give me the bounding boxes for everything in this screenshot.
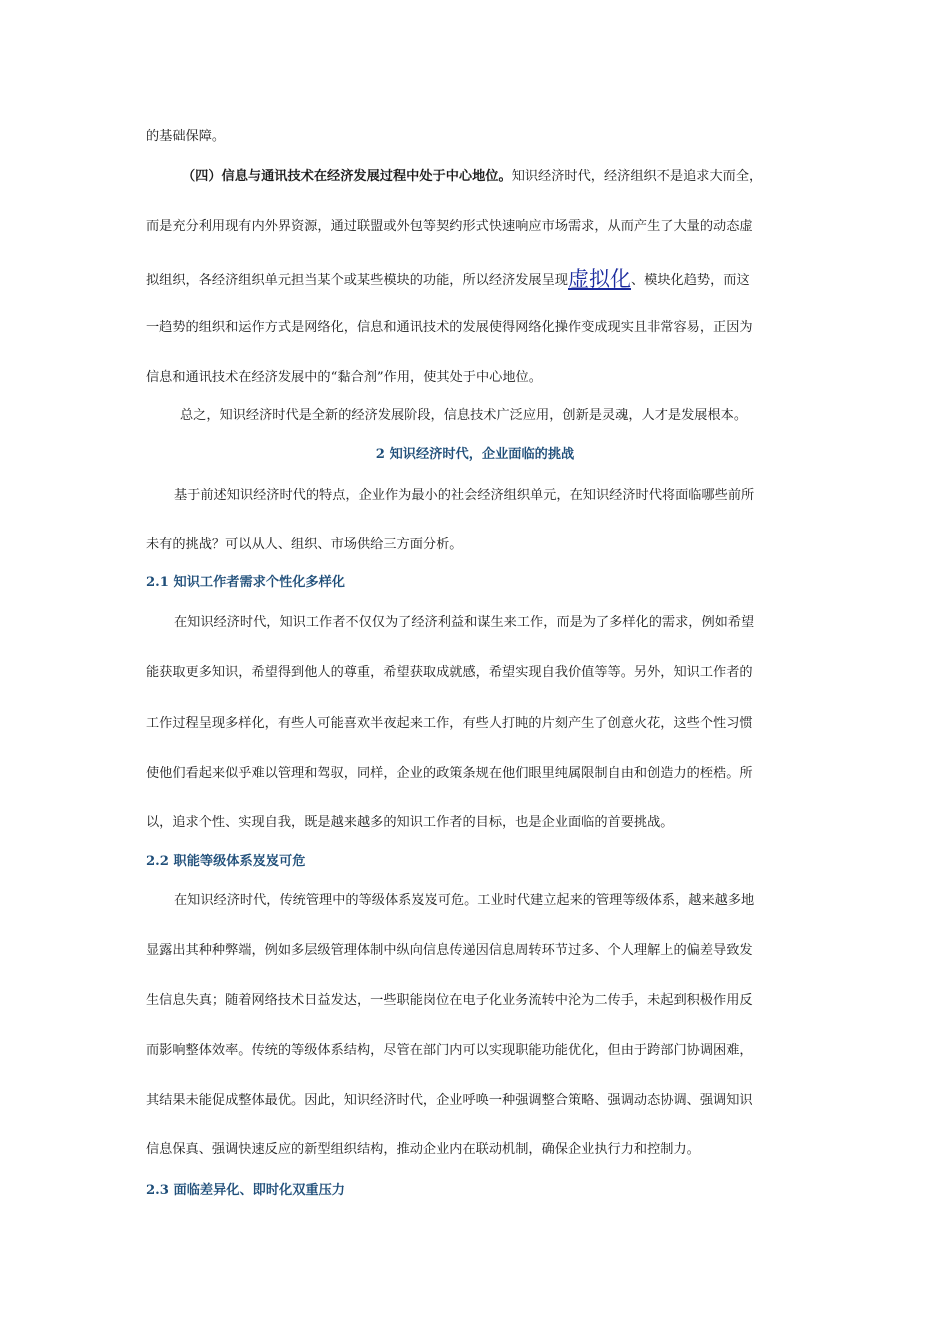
paragraph-line (146, 267, 750, 291)
paragraph-line: 未有的挑战？可以从人、组织、市场供给三方面分析。 (146, 537, 463, 552)
paragraph-line: 使他们看起来似乎难以管理和驾驭，同样，企业的政策条规在他们眼里纯属限制自由和创造力的桎梏。所 (146, 766, 753, 781)
paragraph-text: 知识经济时代，经济组织不是追求大而全， (511, 169, 763, 184)
paragraph-line: 生信息失真；随着网络技术日益发达，一些职能岗位在电子化业务流转中沦为二传手，未起到积极作用反 (146, 993, 753, 1008)
paragraph-line: 能获取更多知识，希望得到他人的尊重，希望获取成就感，希望实现自我价值等等。另外，知识工作者的 (146, 665, 753, 680)
summary-line: 总之，知识经济时代是全新的经济发展阶段，信息技术广泛应用，创新是灵魂，人才是发展根本。 (180, 408, 748, 423)
subsection-heading: 2.1 知识工作者需求个性化多样化 (146, 575, 345, 590)
paragraph-text: 、模块化趋势，而这 (631, 273, 750, 288)
paragraph-line: 以，追求个性、实现自我，既是越来越多的知识工作者的目标，也是企业面临的首要挑战。 (146, 815, 674, 830)
paragraph-line: 而影响整体效率。传统的等级体系结构，尽管在部门内可以实现职能功能优化，但由于跨部门协调困难， (146, 1043, 753, 1058)
paragraph-line: 工作过程呈现多样化，有些人可能喜欢半夜起来工作，有些人打盹的片刻产生了创意火花，这些个性习惯 (146, 716, 753, 731)
paragraph-line: 一趋势的组织和运作方式是网络化，信息和通讯技术的发展使得网络化操作变成现实且非常容易，正因为 (146, 320, 753, 335)
paragraph-line (182, 167, 762, 187)
paragraph-line: 信息和通讯技术在经济发展中的“黏合剂”作用，使其处于中心地位。 (146, 370, 542, 385)
section-heading: 2 知识经济时代，企业面临的挑战 (375, 447, 575, 462)
subsection-heading: 2.2 职能等级体系岌岌可危 (146, 854, 306, 869)
subsection-heading: 2.3 面临差异化、即时化双重压力 (146, 1183, 345, 1198)
paragraph-line: 在知识经济时代，传统管理中的等级体系岌岌可危。工业时代建立起来的管理等级体系，越来越多地 (174, 893, 755, 908)
paragraph-text: 拟组织，各经济组织单元担当某个或某些模块的功能，所以经济发展呈现 (146, 273, 568, 288)
paragraph-line: 在知识经济时代，知识工作者不仅仅为了经济利益和谋生来工作，而是为了多样化的需求，例如希望 (174, 615, 755, 630)
paragraph-heading: （四）信息与通讯技术在经济发展过程中处于中心地位。 (182, 169, 512, 184)
paragraph-line: 而是充分利用现有内外界资源，通过联盟或外包等契约形式快速响应市场需求，从而产生了大量的动态虚 (146, 219, 753, 234)
paragraph-line: 其结果未能促成整体最优。因此，知识经济时代，企业呼唤一种强调整合策略、强调动态协调、强调知识 (146, 1093, 753, 1108)
virtualization-link[interactable]: 虚拟化 (568, 267, 631, 291)
paragraph-line: 显露出其种种弊端，例如多层级管理体制中纵向信息传递因信息周转环节过多、个人理解上的偏差导致发 (146, 943, 753, 958)
paragraph-line: 基于前述知识经济时代的特点，企业作为最小的社会经济组织单元，在知识经济时代将面临哪些前所 (174, 488, 755, 503)
paragraph-line: 的基础保障。 (146, 129, 226, 144)
paragraph-line: 信息保真、强调快速反应的新型组织结构，推动企业内在联动机制，确保企业执行力和控制力。 (146, 1142, 700, 1157)
